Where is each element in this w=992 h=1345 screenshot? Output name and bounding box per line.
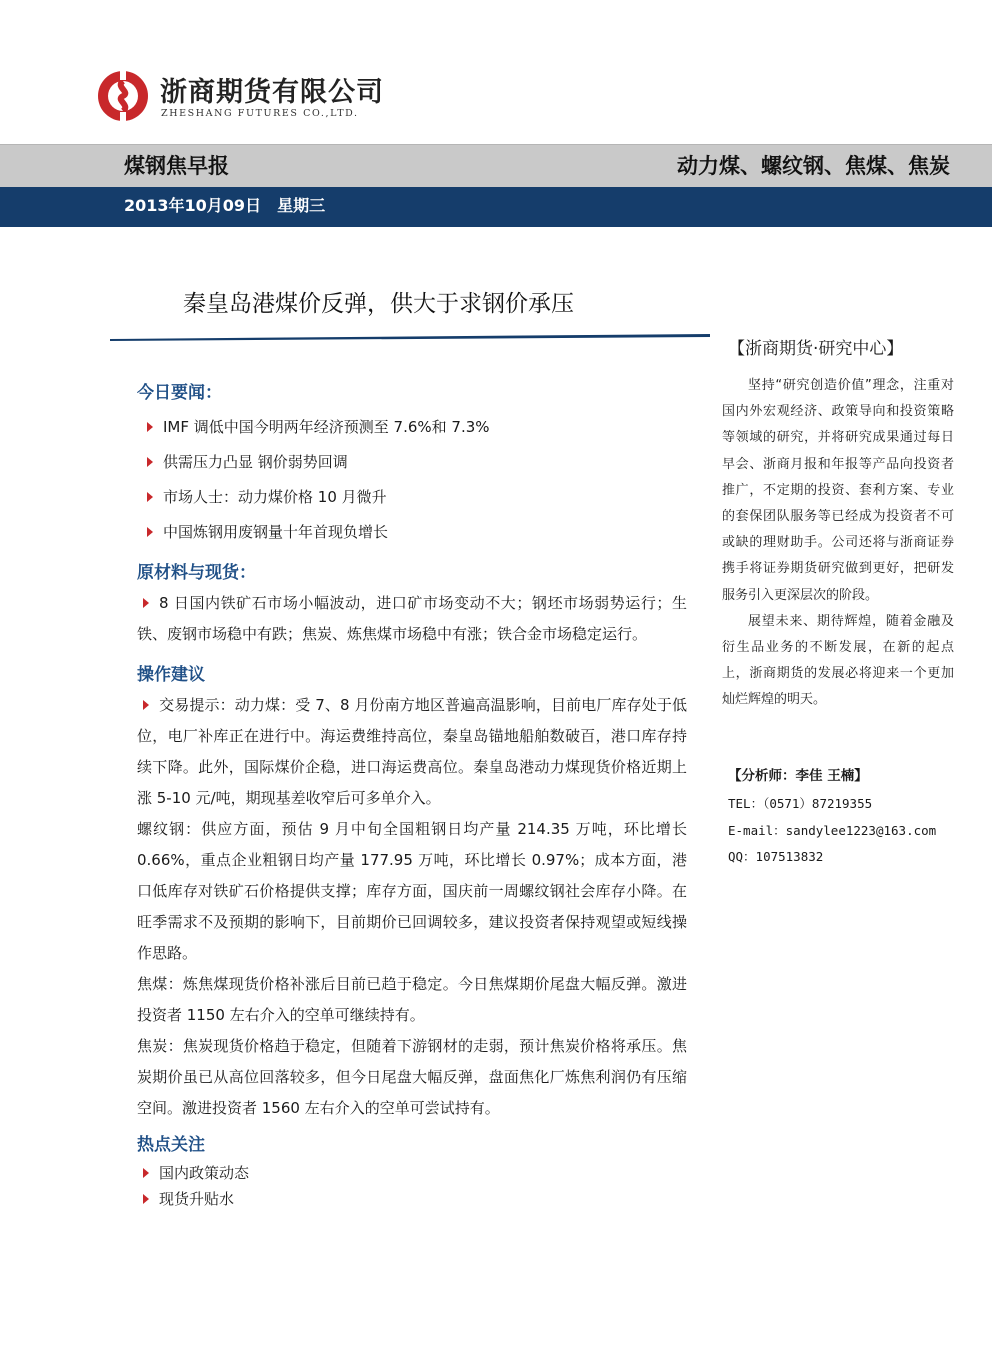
advice-paragraph-coking-coal: 焦煤：炼焦煤现货价格补涨后目前已趋于稳定。今日焦煤期价尾盘大幅反弹。激进投资者 1150 左右介入的空单可继续持有。: [137, 975, 687, 1024]
contact-email: E-mail：sandylee1223@163.com: [728, 822, 937, 838]
section-title-hot: 热点关注: [137, 1135, 205, 1155]
sidebar-paragraph: 展望未来、期待辉煌，随着金融及衍生品业务的不断发展，在新的起点上，浙商期货的发展必将迎来一个更加灿烂辉煌的明天。: [722, 613, 954, 708]
advice-paragraph-coke: 焦炭：焦炭现货价格趋于稳定，但随着下游钢材的走弱，预计焦炭价格将承压。焦炭期价虽已从高位回落较多，但今日尾盘大幅反弹，盘面焦化厂炼焦利润仍有压缩空间。激进投资者 1560 左右介入的空单可尝试持有。: [137, 1037, 687, 1117]
arrow-bullet-icon: [143, 598, 149, 608]
arrow-bullet-icon: [143, 700, 149, 710]
news-item: 市场人士：动力煤价格 10 月微升: [137, 480, 687, 515]
section-title-advice: 操作建议: [137, 665, 205, 685]
section-title-news: 今日要闻：: [137, 383, 222, 403]
hot-item: 现货升贴水: [137, 1186, 687, 1212]
arrow-bullet-icon: [147, 457, 153, 467]
sidebar-body: [722, 373, 954, 714]
advice-paragraph-rebar: 螺纹钢：供应方面，预估 9 月中旬全国粗钢日均产量 214.35 万吨，环比增长 0.66%，重点企业粗钢日均产量 177.95 万吨，环比增长 0.97%；成本方面，港口低库存对铁矿石价格提供支撑；库存方面，国庆前一周螺纹钢社会库存小降。在旺季需求不及预期的影响下，目前期价已回调较多，建议投资者保持观望或短线操作思路。: [137, 820, 687, 962]
news-item: IMF 调低中国今明两年经济预测至 7.6%和 7.3%: [137, 410, 687, 445]
analyst-names: 【分析师：李佳 王楠】: [728, 768, 868, 784]
news-item: 中国炼钢用废钢量十年首现负增长: [137, 515, 687, 550]
advice-paragraph-coal: 交易提示：动力煤：受 7、8 月份南方地区普遍高温影响，目前电厂库存处于低位，电厂补库正在进行中。海运费维持高位，秦皇岛锚地船舶数破百，港口库存持续下降。此外，国际煤价企稳，进口海运费高位。秦皇岛港动力煤现货价格近期上涨 5-10 元/吨，期现基差收窄后可多单介入。: [137, 696, 687, 807]
contact-qq: QQ：107513832: [728, 849, 824, 864]
arrow-bullet-icon: [143, 1168, 149, 1178]
arrow-bullet-icon: [143, 1194, 149, 1204]
headline: 秦皇岛港煤价反弹，供大于求钢价承压: [183, 291, 574, 317]
zheshang-logo-icon: [97, 70, 149, 122]
company-name-en: ZHESHANG FUTURES CO.,LTD.: [161, 108, 359, 119]
arrow-bullet-icon: [147, 527, 153, 537]
section-title-materials: 原材料与现货：: [137, 563, 256, 583]
report-topics: 动力煤、螺纹钢、焦煤、焦炭: [677, 154, 950, 178]
news-item: 供需压力凸显 钢价弱势回调: [137, 445, 687, 480]
company-name-cn: 浙商期货有限公司: [160, 77, 384, 108]
main-column: [137, 378, 687, 1212]
sidebar-paragraph: 坚持“研究创造价值”理念，注重对国内外宏观经济、政策导向和投资策略等领域的研究，并将研究成果通过每日早会、浙商月报和年报等产品向投资者推广，不定期的投资、套利方案、专业的套保团队服务等已经成为投资者不可或缺的理财助手。公司还将与浙商证券携手将证券期货研究做到更好，把研发服务引入更深层次的阶段。: [722, 378, 954, 603]
news-list: [137, 410, 687, 550]
report-name: 煤钢焦早报: [124, 154, 229, 178]
arrow-bullet-icon: [147, 422, 153, 432]
contact-tel: TEL：（0571）87219355: [728, 796, 873, 811]
hot-item: 国内政策动态: [137, 1160, 687, 1186]
contact-info: [728, 791, 936, 871]
arrow-bullet-icon: [147, 492, 153, 502]
report-date: 2013年10月09日 星期三: [124, 196, 326, 215]
headline-rule: [110, 334, 710, 341]
sidebar-title: 【浙商期货·研究中心】: [728, 339, 904, 359]
materials-paragraph: 8 日国内铁矿石市场小幅波动，进口矿市场变动不大；钢坯市场弱势运行；生铁、废钢市场稳中有跌；焦炭、炼焦煤市场稳中有涨；铁合金市场稳定运行。: [137, 594, 687, 643]
